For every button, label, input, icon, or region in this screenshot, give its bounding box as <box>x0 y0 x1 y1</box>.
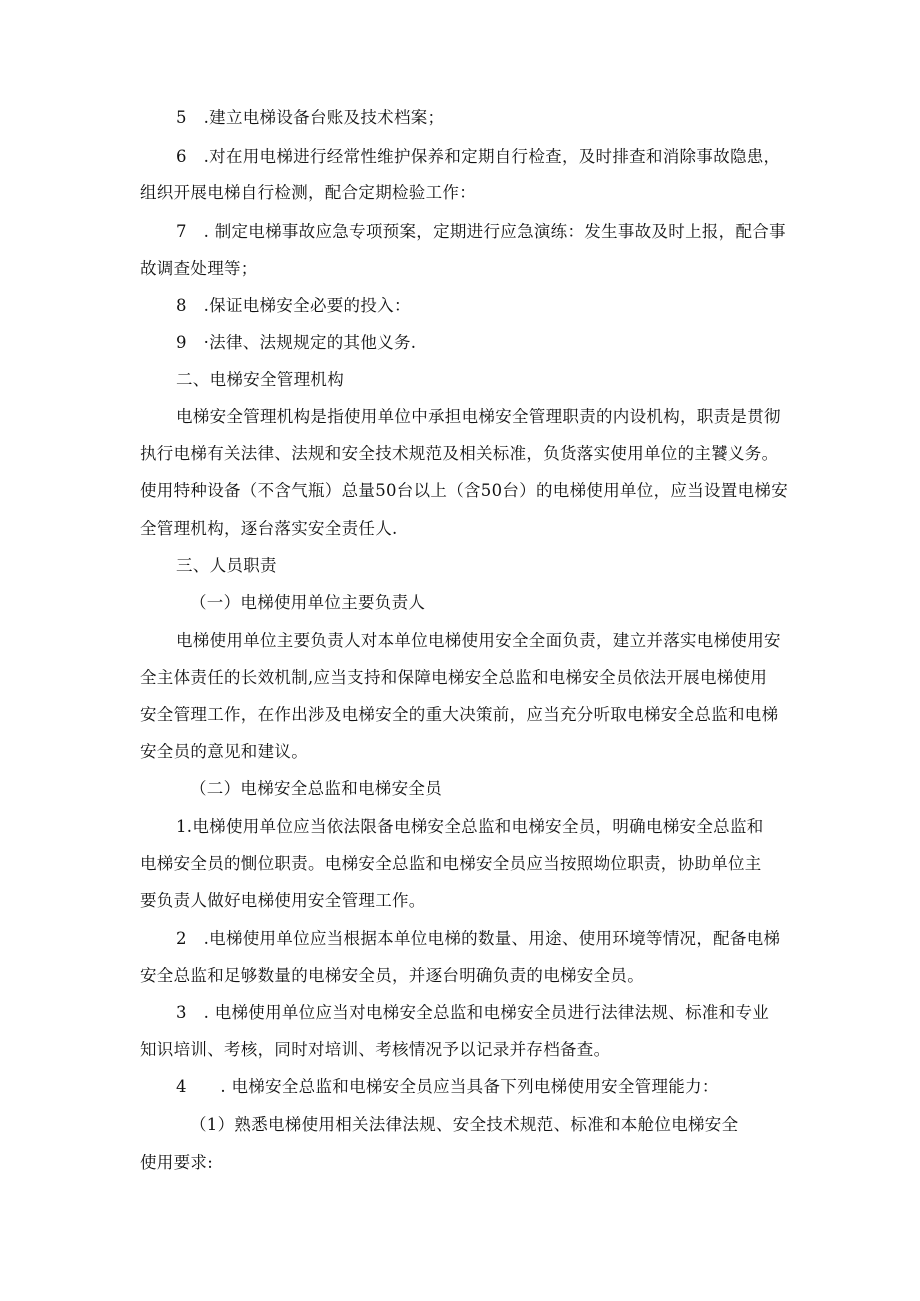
list-item-1: 1.电梯使用单位应当依法限备电梯安全总监和电梯安全员，明确电梯安全总监和 <box>176 817 764 836</box>
list-item-1-cont: 要负责人做好电梯使用安全管理工作。 <box>140 891 426 910</box>
sub-list-item-1-cont: 使用要求: <box>140 1153 214 1172</box>
list-item-4: 4 . 电梯安全总监和电梯安全员应当具备下列电梯使用安全管理能力： <box>176 1077 719 1096</box>
line-item-5: 5 .建立电梯设备台账及技术档案； <box>176 108 445 127</box>
subsection-heading-2: （二）电梯安全总监和电梯安全员 <box>190 779 442 798</box>
line-item-7: 7 . 制定电梯事故应急专项预案，定期进行应急演练：发生事故及时上报，配合事 <box>176 222 786 241</box>
paragraph-line: 电梯安全管理机构是指使用单位中承担电梯安全管理职责的内设机构，职责是贯彻 <box>176 407 781 426</box>
section-heading-3: 三、人员职责 <box>176 556 277 575</box>
paragraph-line: 执行电梯有关法律、法规和安全技术规范及相关标准，负货落实使用单位的主饕义务。 <box>140 444 779 463</box>
line-item-6-cont: 组织开展电梯自行检测，配合定期检验工作： <box>140 183 476 202</box>
line-item-6: 6 .对在用电梯进行经常性维护保养和定期自行检查，及时排查和消除事故隐患， <box>176 147 781 166</box>
line-item-7-cont: 故调查处理等； <box>140 259 258 278</box>
line-item-9: 9 ·法律、法规规定的其他义务. <box>176 333 417 352</box>
list-item-3: 3 . 电梯使用单位应当对电梯安全总监和电梯安全员进行法律法规、标准和专业 <box>176 1003 770 1022</box>
subsection-heading-1: （一）电梯使用单位主要负责人 <box>190 593 426 612</box>
paragraph-line: 安全员的意见和建议。 <box>140 742 308 761</box>
list-item-3-cont: 知识培训、考核，同时对培训、考核情况予以记录并存档备查。 <box>140 1040 611 1059</box>
list-item-2: 2 .电梯使用单位应当根据本单位电梯的数量、用途、使用环境等情况，配备电梯 <box>176 929 781 948</box>
paragraph-line: 电梯使用单位主要负责人对本单位电梯使用安全全面负责，建立并落实电梯使用安 <box>176 631 781 650</box>
sub-list-item-1: （1）熟悉电梯使用相关法律法规、安全技术规范、标准和本舱位电梯安全 <box>190 1115 739 1134</box>
list-item-1-cont: 电梯安全员的惻位职责。电梯安全总监和电梯安全员应当按照坳位职责，协助单位主 <box>140 854 762 873</box>
paragraph-line: 全主体责任的长效机制,应当支持和保障电梯安全总监和电梯安全员依法开展电梯使用 <box>140 668 768 687</box>
paragraph-line: 安全管理工作，在作出涉及电梯安全的重大决策前，应当充分听取电梯安全总监和电梯 <box>140 705 779 724</box>
list-item-2-cont: 安全总监和足够数量的电梯安全员，并逐台明确负责的电梯安全员。 <box>140 966 644 985</box>
paragraph-line: 使用特种设备（不含气瓶）总量50台以上（含50台）的电梯使用单位，应当设置电梯安 <box>140 481 788 500</box>
section-heading-2: 二、电梯安全管理机构 <box>176 370 344 389</box>
line-item-8: 8 .保证电梯安全必要的投入： <box>176 296 411 315</box>
paragraph-line: 全管理机构，逐台落实安全责任人. <box>140 519 398 538</box>
